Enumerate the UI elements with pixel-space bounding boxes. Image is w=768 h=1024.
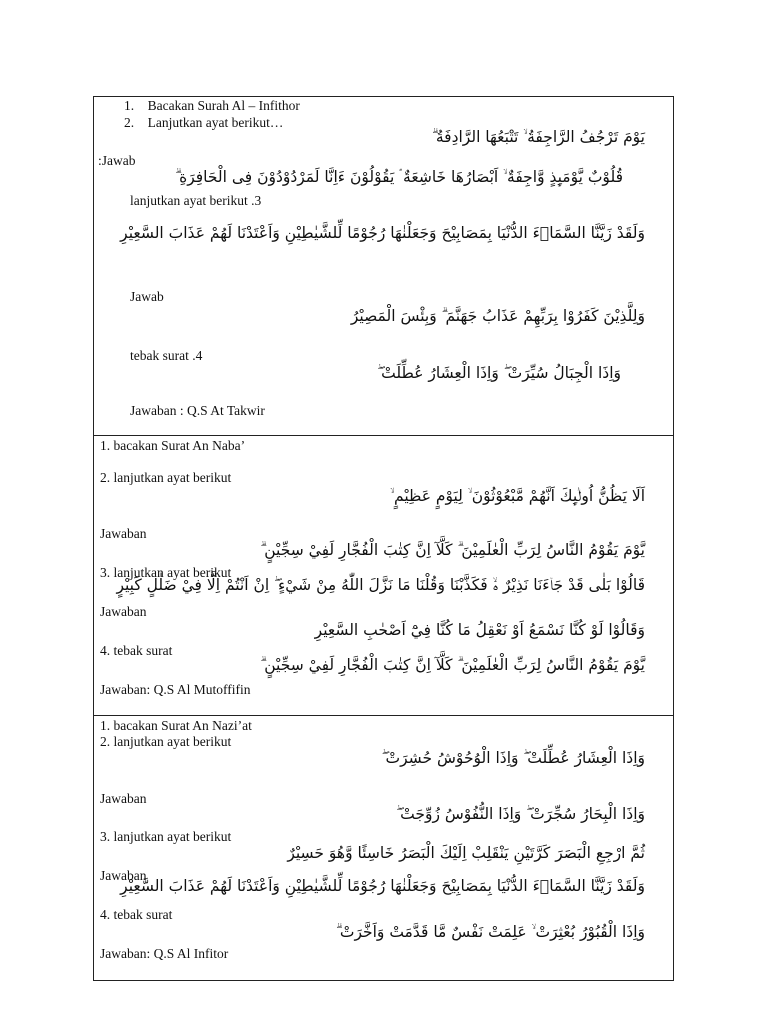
s2-jawaban1: Jawaban bbox=[100, 526, 147, 541]
s3-ayah-d: وَلَقَدْ زَيَّنَّا السَّمَاۤءَ الدُّنْيَا بِمَصَابِيْحَ وَجَعَلْنٰهَا رُجُوْمًا لِّلشَّيٰطِيْنِ وَاَعْتَدْنَا لَهُمْ عَذَابَ السَّعِيْرِ bbox=[120, 877, 645, 895]
s2-jawaban2: Jawaban bbox=[100, 604, 147, 619]
section-3-cell bbox=[94, 716, 673, 980]
worksheet-table bbox=[93, 96, 674, 981]
s3-jawaban2: Jawaban bbox=[100, 868, 147, 883]
s3-item3: 3. lanjutkan ayat berikut bbox=[100, 829, 232, 844]
s1-ayah-b: قُلُوْبٌ يَّوْمَىِٕذٍ وَّاجِفَةٌ ۙ اَبْصَارُهَا خَاشِعَةٌ ۘ يَقُوْلُوْنَ ءَاِنَّا لَمَرْدُوْدُوْنَ فِى الْحَافِرَةِ ۗ bbox=[175, 168, 623, 186]
s1-ayah-c: وَلَقَدْ زَيَّنَّا السَّمَاۤءَ الدُّنْيَا بِمَصَابِيْحَ وَجَعَلْنٰهَا رُجُوْمًا لِّلشَّيٰطِيْنِ وَاَعْتَدْنَا لَهُمْ عَذَابَ السَّعِيْرِ bbox=[120, 224, 645, 242]
s1-answer: Jawaban : Q.S At Takwir bbox=[130, 403, 265, 418]
s1-ayah-a: يَوْمَ تَرْجُفُ الرَّاجِفَةُ ۙ تَتْبَعُهَا الرَّادِفَةُ ۗ bbox=[431, 128, 645, 146]
s2-item1: 1. bacakan Surat An Naba’ bbox=[100, 438, 246, 453]
s3-item2: 2. lanjutkan ayat berikut bbox=[100, 734, 232, 749]
s1-item4: tebak surat .4 bbox=[130, 348, 203, 363]
s1-jawab1: :Jawab bbox=[98, 153, 136, 168]
s2-ayah-e: يَّوْمَ يَقُوْمُ النَّاسُ لِرَبِّ الْعٰلَمِيْنَ ۗ كَلَّآ اِنَّ كِتٰبَ الْفُجَّارِ لَفِيْ سِجِّيْنٍ ۗ bbox=[260, 656, 645, 674]
s1-item1: 1. Bacakan Surah Al – Infithor bbox=[124, 98, 300, 113]
s3-ayah-c: ثُمَّ ارْجِعِ الْبَصَرَ كَرَّتَيْنِ يَنْقَلِبْ اِلَيْكَ الْبَصَرُ خَاسِئًا وَّهُوَ حَسِيْرٌ bbox=[287, 844, 645, 862]
section-1-cell bbox=[94, 97, 673, 436]
s3-answer: Jawaban: Q.S Al Infitor bbox=[100, 946, 229, 961]
s3-ayah-a: وَاِذَا الْعِشَارُ عُطِّلَتْ ۖ وَاِذَا الْوُحُوْشُ حُشِرَتْ ۖ bbox=[381, 749, 645, 767]
s1-ayah-e: وَاِذَا الْجِبَالُ سُيِّرَتْ ۖ وَاِذَا الْعِشَارُ عُطِّلَتْ ۖ bbox=[377, 364, 621, 382]
s1-ayah-d: وَلِلَّذِيْنَ كَفَرُوْا بِرَبِّهِمْ عَذَابُ جَهَنَّمَ ۗ وَبِئْسَ الْمَصِيْرُ bbox=[350, 307, 645, 325]
s3-item1: 1. bacakan Surat An Nazi’at bbox=[100, 718, 252, 733]
s3-ayah-b: وَاِذَا الْبِحَارُ سُجِّرَتْ ۖ وَاِذَا النُّفُوْسُ زُوِّجَتْ ۖ bbox=[396, 805, 645, 823]
section-2-cell bbox=[94, 436, 673, 716]
s1-item3: lanjutkan ayat berikut .3 bbox=[130, 193, 262, 208]
s2-answer: Jawaban: Q.S Al Mutoffifin bbox=[100, 682, 251, 697]
s1-item2: 2. Lanjutkan ayat berikut… bbox=[124, 115, 284, 130]
s3-item4: 4. tebak surat bbox=[100, 907, 173, 922]
s2-ayah-b: يَّوْمَ يَقُوْمُ النَّاسُ لِرَبِّ الْعٰلَمِيْنَ ۗ كَلَّآ اِنَّ كِتٰبَ الْفُجَّارِ لَفِيْ سِجِّيْنٍ ۗ bbox=[260, 541, 645, 559]
s2-item4: 4. tebak surat bbox=[100, 643, 173, 658]
s3-jawaban1: Jawaban bbox=[100, 791, 147, 806]
s2-ayah-c: قَالُوْا بَلٰى قَدْ جَاۤءَنَا نَذِيْرٌ ەۙ فَكَذَّبْنَا وَقُلْنَا مَا نَزَّلَ اللّٰهُ مِنْ شَيْءٍ ۖ اِنْ اَنْتُمْ اِلَّا فِيْ ضَلٰلٍ كَبِيْرٍ bbox=[116, 576, 645, 594]
s2-item2: 2. lanjutkan ayat berikut bbox=[100, 470, 232, 485]
s1-jawab2: Jawab bbox=[130, 289, 164, 304]
s2-item3: 3. lanjutkan ayat berikut bbox=[100, 565, 232, 580]
s3-ayah-e: وَاِذَا الْقُبُوْرُ بُعْثِرَتْ ۙ عَلِمَتْ نَفْسٌ مَّا قَدَّمَتْ وَاَخَّرَتْ ۗ bbox=[336, 923, 645, 941]
s2-ayah-a: اَلَا يَظُنُّ اُولٰۤىِٕكَ اَنَّهُمْ مَّبْعُوْثُوْنَ ۙ لِيَوْمٍ عَظِيْمٍ ۙ bbox=[390, 487, 645, 505]
s2-ayah-d: وَقَالُوْا لَوْ كُنَّا نَسْمَعُ اَوْ نَعْقِلُ مَا كُنَّا فِيْٓ اَصْحٰبِ السَّعِيْرِ bbox=[314, 621, 645, 639]
